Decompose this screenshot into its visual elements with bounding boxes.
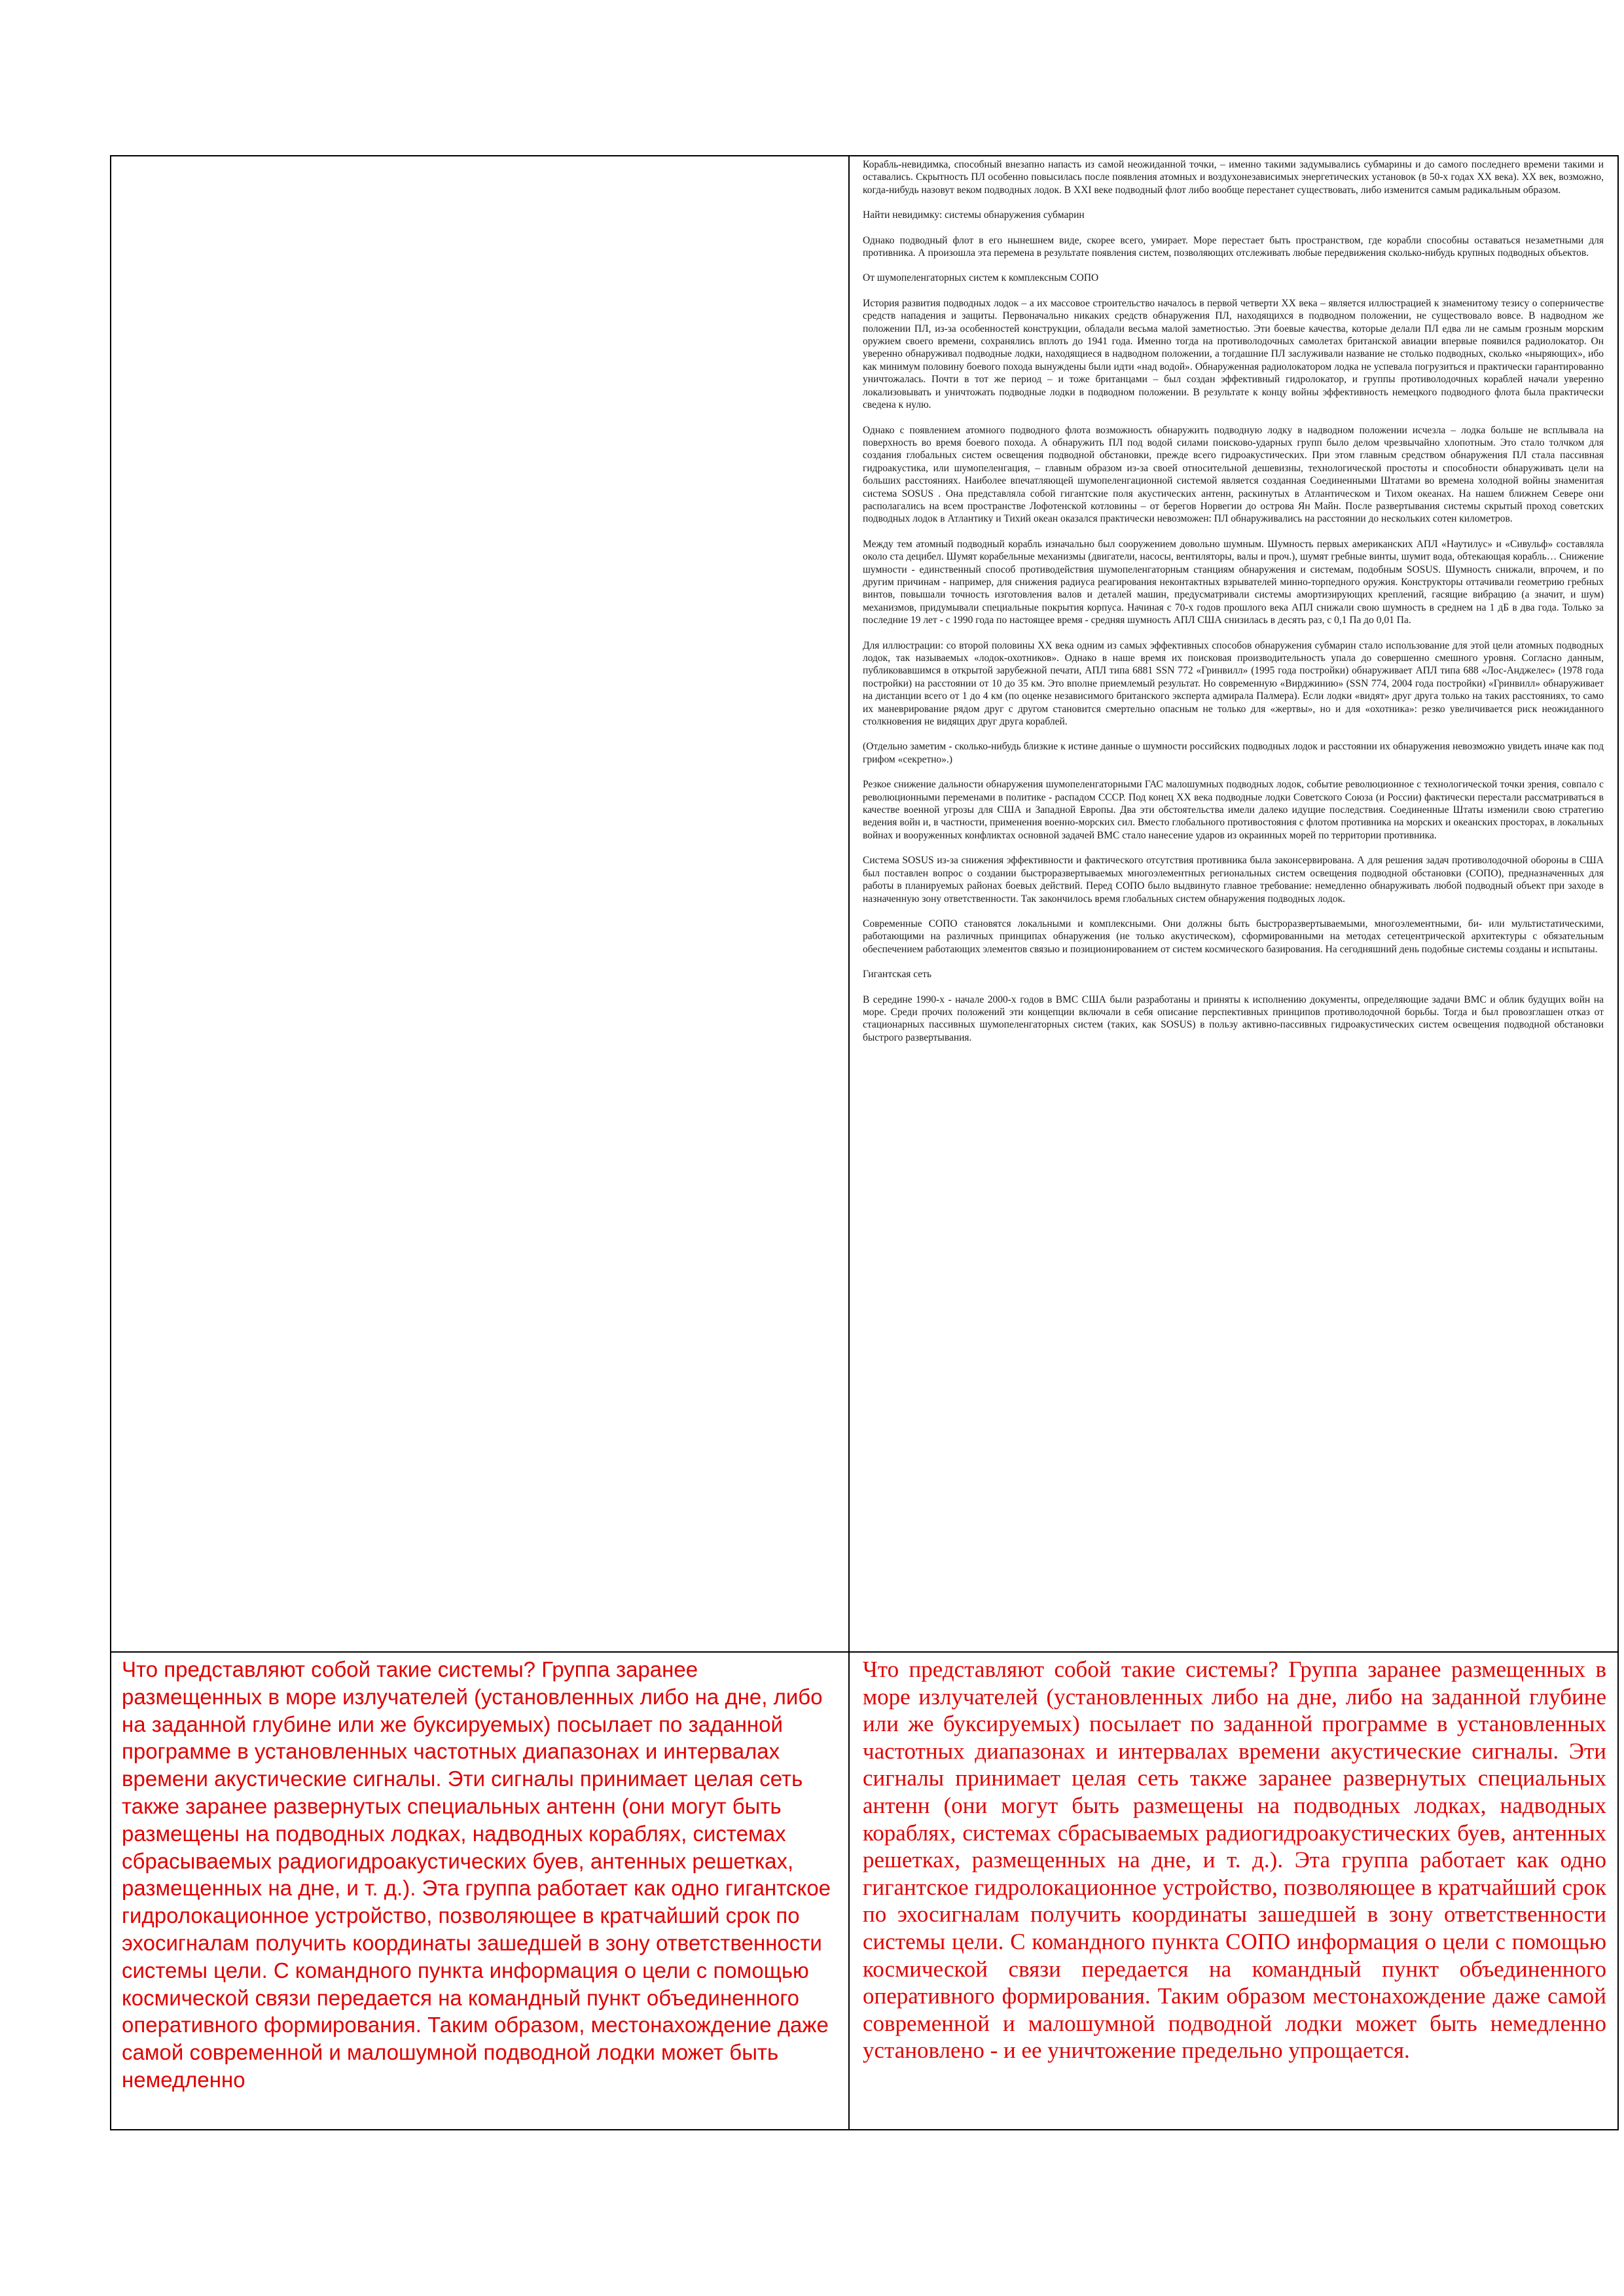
article-paragraph: Современные СОПО становятся локальными и комплексными. Они должны быть быстроразвертываемыми, многоэлементными, би- или мультистатическими, работающими на различных принципах обнаружения (не только акустическом), сформированными на методах сетецентрической архитектуры с обязательным обеспечением работающих элементов связью и позиционированием от систем космического базирования. На сегодняшний день подобные системы созданы и испытаны. [863, 918, 1604, 955]
red-text-right-cell: Что представляют собой такие системы? Группа заранее размещенных в море излучателей (установленных либо на дне, либо на заданной глубине или же буксируемых) посылает по заданной программе в установленных частотных диапазонах и интервалах времени акустические сигналы. Эти сигналы принимает целая сеть также заранее развернутых специальных антенн (они могут быть размещены на подводных лодках, надводных кораблях, системах сбрасываемых радиогидроакустических буев, антенных решетках, размещенных на дне, и т. д.). Эта группа работает как одно гигантское гидролокационное устройство, позволяющее в кратчайший срок по эхосигналам получить координаты зашедшей в зону ответственности системы цели. С командного пункта СОПО информация о цели с помощью космической связи передается на командный пункт объединенного оперативного формирования. Таким образом местонахождение даже самой современной и малошумной подводной лодки может быть немедленно установлено - и ее уничтожение предельно упрощается. [863, 1657, 1606, 2064]
article-paragraph: Резкое снижение дальности обнаружения шумопеленгаторными ГАС малошумных подводных лодок, событие революционное с технологической точки зрения, совпало с революционными переменами в политике - распадом СССР. Под конец XX века подводные лодки Советского Союза (и России) фактически перестали рассматриваться в качестве военной угрозы для США и Западной Европы. Два эти обстоятельства имели далеко идущие последствия. Соединенные Штаты изменили свою стратегию ведения войн и, в частности, применения военно-морских сил. Вместо глобального противостояния с флотом противника на морских и океанских просторах, в локальных войнах и вооруженных конфликтах основной задачей ВМС стало нанесение ударов из окраинных морей по территории противника. [863, 779, 1604, 841]
article-paragraph: Однако с появлением атомного подводного флота возможность обнаружить подводную лодку в надводном положении исчезла – лодка больше не всплывала на поверхность во время боевого похода. А обнаружить ПЛ под водой силами поисково-ударных групп было делом чрезвычайно хлопотным. Это стало толчком для создания глобальных систем освещения подводной обстановки, прежде всего гидроакустических. При этом главным средством обнаружения ПЛ стала пассивная гидроакустика, или шумопеленгация, – главным образом из-за своей относительной дешевизны, технологической простоты и способности обнаруживать цели на больших расстояниях. Наиболее впечатляющей шумопеленгационной системой является созданная Соединенными Штатами во времена холодной войны знаменитая система SOSUS . Она представляла собой гигантские поля акустических антенн, раскинутых в Атлантическом и Тихом океанах. На нашем ближнем Севере они располагались на всем пространстве Лофотенской котловины – от берегов Норвегии до острова Ян Майн. После развертывания системы скрытый проход советских подводных лодок в Атлантику и Тихий океан оказался практически невозможен: ПЛ обнаруживались на расстоянии до нескольких сотен километров. [863, 424, 1604, 525]
article-text-column [863, 158, 1604, 1644]
article-paragraph: Для иллюстрации: со второй половины XX века одним из самых эффективных способов обнаружения субмарин стало использование для этой цели атомных подводных лодок, так называемых «лодок-охотников». Однако в наше время их поисковая производительность упала до совершенно смешного уровня. Согласно данным, публиковавшимся в открытой зарубежной печати, АПЛ типа 6881 SSN 772 «Гринвилл» (1995 года постройки) обнаруживает АПЛ типа 688 «Лос-Анджелес» (1978 года постройки) на расстоянии от 10 до 35 км. Это вполне приемлемый результат. Но современную «Вирджинию» (SSN 774, 2004 года постройки) «Гринвилл» обнаруживает на дистанции всего от 1 до 4 км (по оценке независимого британского эксперта адмирала Палмера). Если лодки «видят» друг друга только на таких расстояниях, то само их маневрирование рядом друг с другом становится смертельно опасным не только для «жертвы», но и для «охотника»: резко увеличивается риск неожиданного столкновения не видящих друг друга кораблей. [863, 639, 1604, 728]
section-heading: От шумопеленгаторных систем к комплексным СОПО [863, 272, 1099, 284]
table-column-divider [848, 155, 850, 2130]
article-paragraph: Однако подводный флот в его нынешнем виде, скорее всего, умирает. Море перестает быть пространством, где корабли способны оставаться незаметными для противника. А произошла эта перемена в результате появления систем, позволяющих отслеживать любые передвижения сколько-нибудь крупных подводных объектов. [863, 234, 1604, 259]
red-text-left-cell: Что представляют собой такие системы? Группа заранее размещенных в море излучателей (установленных либо на дне, либо на заданной глубине или же буксируемых) посылает по заданной программе в установленных частотных диапазонах и интервалах времени акустические сигналы. Эти сигналы принимает целая сеть также заранее развернутых специальных антенн (они могут быть размещены на подводных лодках, надводных кораблях, системах сбрасываемых радиогидроакустических буев, антенных решетках, размещенных на дне, и т. д.). Эта группа работает как одно гигантское гидролокационное устройство, позволяющее в кратчайший срок по эхосигналам получить координаты зашедшей в зону ответственности системы цели. С командного пункта информация о цели с помощью космической связи передается на командный пункт объединенного оперативного формирования. Таким образом, местонахождение даже самой современной и малошумной подводной лодки может быть немедленно [122, 1657, 831, 2092]
article-paragraph: Система SOSUS из-за снижения эффективности и фактического отсутствия противника была законсервирована. А для решения задач противолодочной обороны в США был поставлен вопрос о создании быстроразвертываемых многоэлементных региональных систем освещения подводной обстановки (СОПО), предназначенных для работы в планируемых районах боевых действий. Перед СОПО было выдвинуто главное требование: немедленно обнаруживать любой подводный объект при заходе в назначенную зону ответственности. Так закончилось время глобальных систем обнаружения подводных лодок. [863, 855, 1604, 905]
table-row-divider [110, 1651, 1619, 1653]
article-paragraph: Между тем атомный подводный корабль изначально был сооружением довольно шумным. Шумность первых американских АПЛ «Наутилус» и «Сивульф» составляла около ста децибел. Шумят корабельные механизмы (двигатели, насосы, вентиляторы, валы и проч.), шумят гребные винты, шумит вода, обтекающая корабль… Снижение шумности - единственный способ противодействия шумопеленгаторным станциям обнаружения и системам, подобным SOSUS. Шумность снижали, впрочем, и по другим причинам - например, для снижения радиуса реагирования неконтактных взрывателей минно-торпедного оружия. Конструкторы оттачивали геометрию гребных винтов, повышали точность изготовления валов и деталей машин, предусматривали системы амортизирующих креплений, гасящие вибрацию (а значит, и шум) механизмов, придумывали специальные покрытия корпуса. Начиная с 70-х годов прошлого века АПЛ снижали свою шумность в среднем на 1 дБ в два года. Только за последние 19 лет - с 1990 года по настоящее время - средняя шумность АПЛ США снизилась в десять раз, с 0,1 Па до 0,01 Па. [863, 538, 1604, 626]
article-paragraph: История развития подводных лодок – а их массовое строительство началось в первой четверти XX века – является иллюстрацией к знаменитому тезису о соперничестве средств нападения и защиты. Первоначально никаких средств обнаружения ПЛ, находящихся в подводном положении, не существовало вовсе. В надводном же положении ПЛ, из-за особенностей конструкции, обладали весьма малой заметностью. Эти боевые качества, которые делали ПЛ едва ли не самым грозным морским оружием своего времени, сохранялись вплоть до 1941 года. Именно тогда на противолодочных самолетах британской авиации впервые появился радиолокатор. Он уверенно обнаруживал подводные лодки, находящиеся в надводном положении, а тогдашние ПЛ заслуживали название не столько подводных, сколько «ныряющих», ибо как минимум половину боевого похода вынуждены были идти «над водой». Обнаруженная радиолокатором лодка не успевала погрузиться и практически гарантированно уничтожалась. Почти в тот же период – и тоже британцами – был создан эффективный гидролокатор, и группы противолодочных кораблей начали уверенно локализовывать и уничтожать подводные лодки в подводном положении. В результате к концу войны эффективность немецкого подводного флота была практически сведена к нулю. [863, 297, 1604, 411]
section-heading: Гигантская сеть [863, 969, 932, 980]
article-paragraph: В середине 1990-х - начале 2000-х годов в ВМС США были разработаны и приняты к исполнению документы, определяющие задачи ВМС и облик будущих войн на море. Среди прочих положений эти концепции включали в себя описание перспективных принципов противолодочной борьбы. Тогда и был провозглашен отказ от стационарных пассивных шумопеленгаторных систем (таких, как SOSUS) в пользу активно-пассивных гидроакустических систем освещения подводной обстановки быстрого развертывания. [863, 994, 1604, 1043]
section-heading: Найти невидимку: системы обнаружения субмарин [863, 209, 1085, 221]
article-paragraph: Корабль-невидимка, способный внезапно напасть из самой неожиданной точки, – именно такими задумывались субмарины и до самого последнего времени такими и оставались. Скрытность ПЛ особенно повысилась после появления атомных и воздухонезависимых энергетических установок (в 50-х годах XX века). XX век, возможно, когда-нибудь назовут веком подводных лодок. В XXI веке подводный флот либо вообще перестанет существовать, либо изменится самым радикальным образом. [863, 159, 1604, 196]
article-paragraph: (Отдельно заметим - сколько-нибудь близкие к истине данные о шумности российских подводных лодок и расстоянии их обнаружения невозможно увидеть иначе как под грифом «секретно».) [863, 741, 1604, 765]
